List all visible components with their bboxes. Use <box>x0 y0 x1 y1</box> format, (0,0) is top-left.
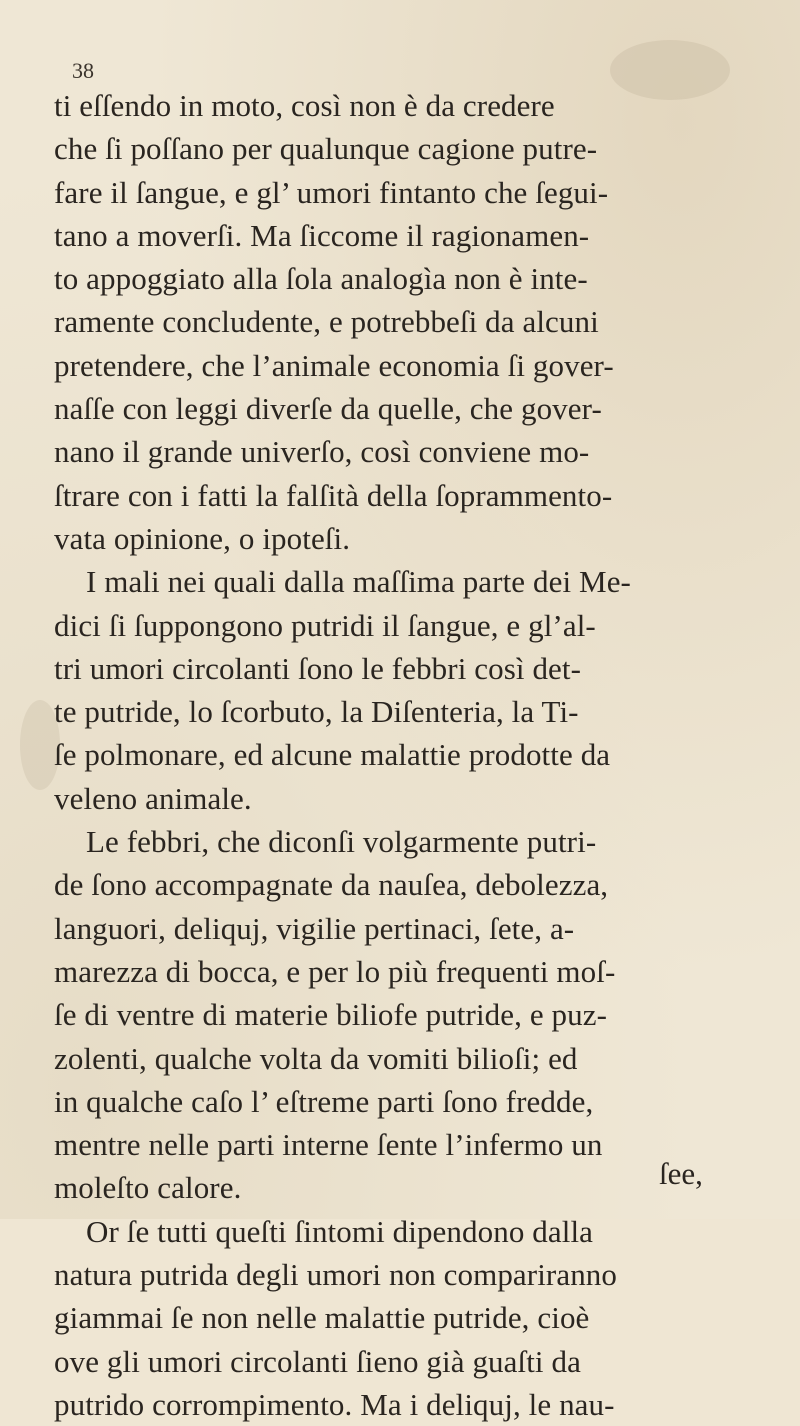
text-line: mentre nelle parti interne ſente l’infermo un <box>54 1127 603 1163</box>
text-line: pretendere, che l’animale economia ſi gover- <box>54 347 614 383</box>
text-line: zolenti, qualche volta da vomiti bilioſi; ed <box>54 1040 578 1076</box>
text-line: fare il ſangue, e gl’ umori fintanto che ſegui- <box>54 174 609 210</box>
text-line: in qualche caſo l’ eſtreme parti ſono fredde, <box>54 1083 594 1119</box>
text-line: putrido corrompimento. Ma i deliquj, le nau- <box>54 1386 615 1422</box>
text-line: ramente concludente, e potrebbeſi da alcuni <box>54 304 599 340</box>
text-line: to appoggiato alla ſola analogìa non è inte- <box>54 261 588 297</box>
text-line: ove gli umori circolanti ſieno già guaſti da <box>54 1343 581 1379</box>
text-line: ſe di ventre di materie biliofe putride, e puz- <box>54 997 608 1033</box>
text-line: ti eſſendo in moto, così non è da credere <box>54 88 555 123</box>
text-line: vata opinione, o ipoteſi. <box>54 520 351 556</box>
text-line: tano a moverſi. Ma ſiccome il ragionamen- <box>54 217 590 253</box>
text-line: veleno animale. <box>54 780 252 816</box>
text-line: dici ſi ſuppongono putridi il ſangue, e gl’al- <box>54 607 596 643</box>
text-line: Le febbri, che diconſi volgarmente putri- <box>86 824 597 860</box>
text-line: languori, deliquj, vigilie pertinaci, ſete, a- <box>54 910 575 946</box>
text-line: tri umori circolanti ſono le febbri così det- <box>54 650 582 686</box>
text-line: giammai ſe non nelle malattie putride, cioè <box>54 1300 590 1336</box>
catchword: ſee, <box>659 1156 703 1191</box>
text-line: marezza di bocca, e per lo più frequenti moſ- <box>54 953 616 989</box>
text-line: ſtrare con i fatti la falſità della ſoprammento- <box>54 477 613 513</box>
text-line: Or ſe tutti queſti ſintomi dipendono dalla <box>86 1213 594 1249</box>
text-line: de ſono accompagnate da nauſea, debolezza, <box>54 867 609 903</box>
text-line: natura putrida degli umori non compariranno <box>54 1257 617 1293</box>
text-line: nano il grande univerſo, così conviene mo- <box>54 434 590 470</box>
text-line: moleſto calore. <box>54 1170 242 1206</box>
text-line: te putride, lo ſcorbuto, la Diſenteria, la Ti- <box>54 694 579 730</box>
text-line: I mali nei quali dalla maſſima parte dei Me- <box>86 564 631 600</box>
text-line: naſſe con leggi diverſe da quelle, che gover- <box>54 391 602 427</box>
text-line: ſe polmonare, ed alcune malattie prodotte da <box>54 737 611 773</box>
body-text <box>54 84 754 1426</box>
page-number: 38 <box>72 58 94 83</box>
text-line: che ſi poſſano per qualunque cagione putre- <box>54 131 598 167</box>
